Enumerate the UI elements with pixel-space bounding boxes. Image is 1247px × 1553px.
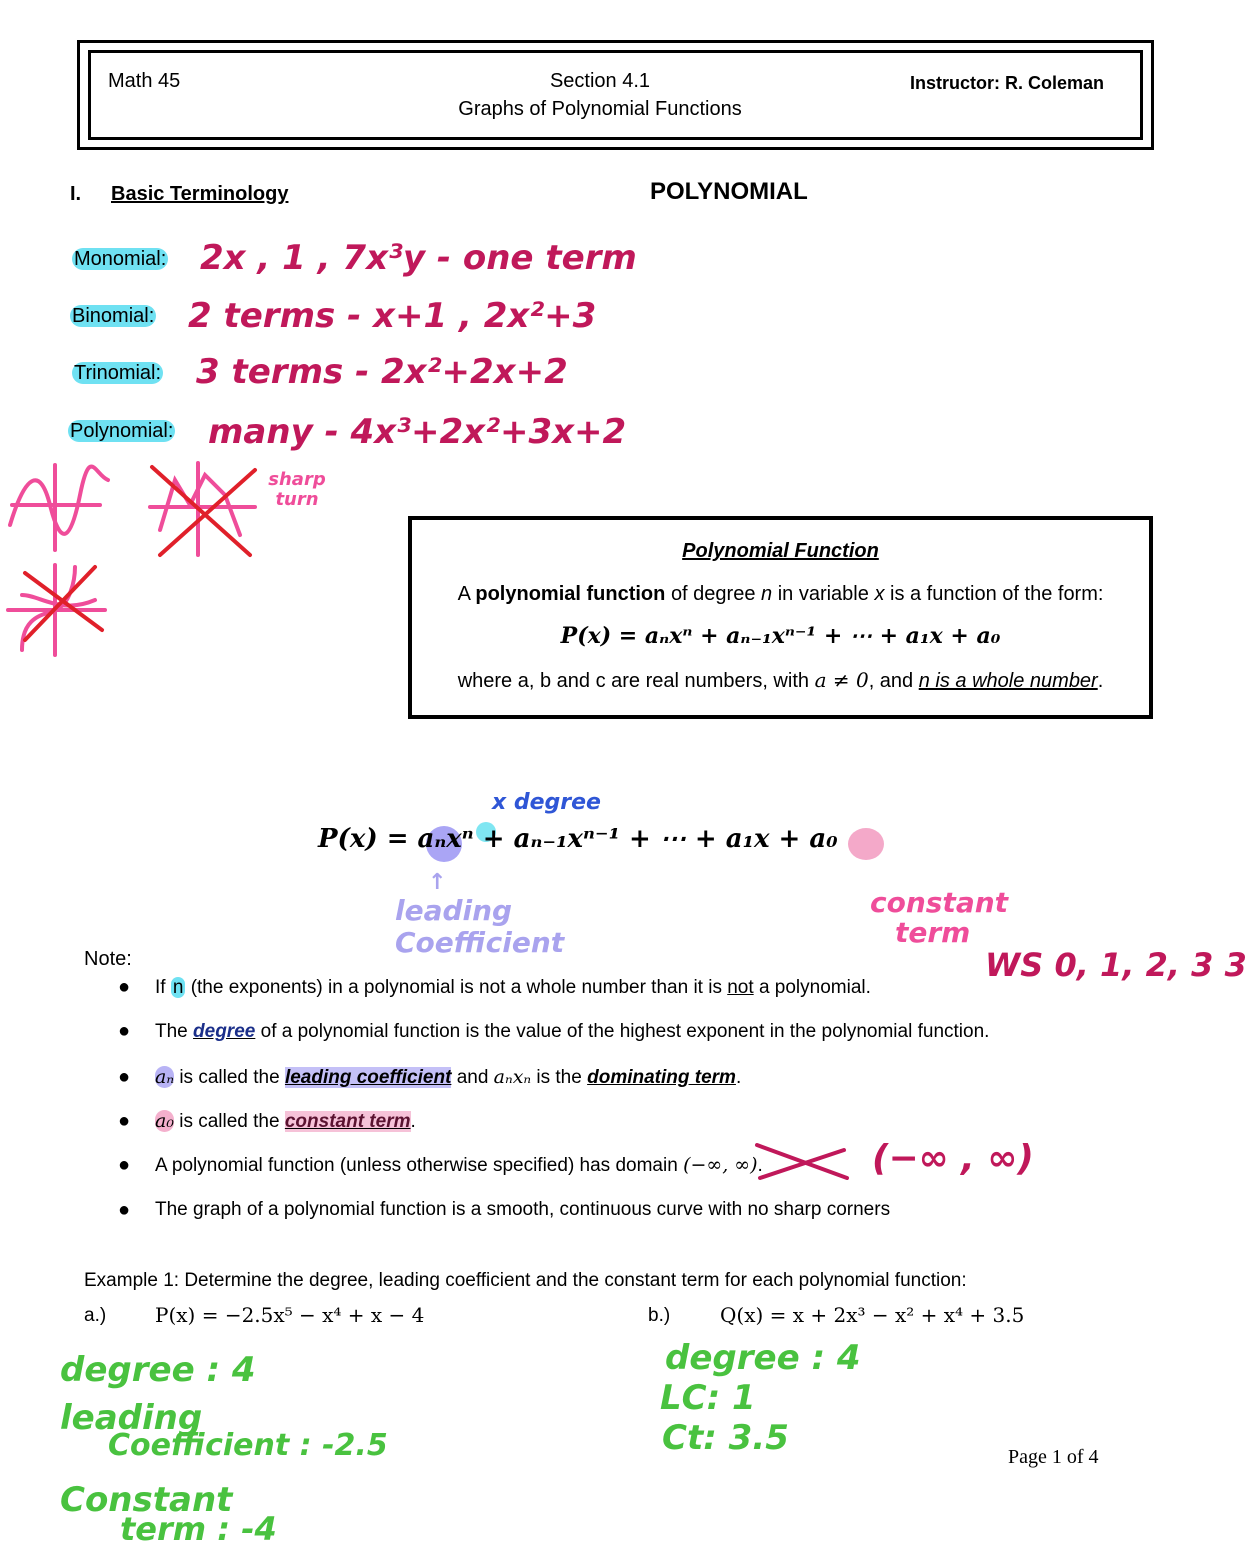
section-roman: I. [70, 183, 82, 205]
definition-line-3: where a, b and c are real numbers, with a ≠ 0, and n is a whole number. [457, 668, 1104, 692]
term-note-monomial: 2x , 1 , 7x³y - one term [200, 238, 637, 278]
polynomial-heading: POLYNOMIAL [650, 178, 808, 205]
term-note-trinomial: 3 terms - 2x²+2x+2 [196, 352, 568, 392]
section-title: Graphs of Polynomial Functions [458, 98, 742, 120]
instructor: Instructor: R. Coleman [910, 73, 1105, 93]
answer-b-degree: degree : 4 [665, 1338, 861, 1378]
note-6: The graph of a polynomial function is a smooth, continuous curve with no sharp corners [155, 1199, 891, 1220]
section-heading: Basic Terminology [111, 183, 289, 205]
note-3: aₙ is called the leading coefficient and aₙxₙ is the dominating term. [155, 1066, 742, 1088]
domain-crossout [752, 1140, 852, 1184]
term-note-polynomial: many - 4x³+2x²+3x+2 [208, 412, 627, 452]
bullet-5: ● [118, 1154, 131, 1176]
note-2: The degree of a polynomial function is the value of the highest exponent in the polynomial function. [155, 1021, 990, 1042]
answer-a-constant: Constant [60, 1480, 233, 1520]
note-5: A polynomial function (unless otherwise specified) has domain (−∞, ∞). [155, 1154, 763, 1176]
course-name: Math 45 [108, 70, 181, 92]
leading-arrow: ↑ [428, 870, 447, 895]
answer-a-leading: leading [60, 1398, 203, 1438]
section-number: Section 4.1 [549, 70, 651, 92]
example-b-label: b.) [648, 1305, 671, 1326]
bullet-1: ● [118, 976, 131, 998]
term-label-binomial: Binomial: [72, 305, 155, 327]
bullet-4: ● [118, 1110, 131, 1132]
bullet-6: ● [118, 1199, 131, 1221]
note-label: Note: [84, 948, 132, 970]
example-b-function: Q(x) = x + 2x³ − x² + x⁴ + 3.5 [720, 1303, 1025, 1327]
example-prompt: Example 1: Determine the degree, leading coefficient and the constant term for each polynomial function: [84, 1270, 967, 1291]
example-a-label: a.) [84, 1305, 107, 1326]
definition-formula: P(x) = aₙxⁿ + aₙ₋₁xⁿ⁻¹ + ⋯ + a₁x + a₀ [560, 623, 1001, 649]
answer-a-coefficient: Coefficient : -2.5 [108, 1428, 388, 1463]
sharp-turn-note: sharp turn [268, 469, 326, 510]
note-4: a₀ is called the constant term. [155, 1110, 416, 1132]
page-number: Page 1 of 4 [1008, 1446, 1099, 1468]
example-a-function: P(x) = −2.5x⁵ − x⁴ + x − 4 [155, 1303, 425, 1327]
term-label-polynomial: Polynomial: [70, 420, 174, 442]
note-1: If n (the exponents) in a polynomial is not a whole number than it is not a polynomial. [155, 977, 871, 998]
worksheet-note: WS 0, 1, 2, 3 3 [985, 946, 1247, 984]
leading-annotation-2: Coefficient [395, 926, 565, 959]
constant-annotation-1: constant [870, 886, 1009, 919]
term-label-trinomial: Trinomial: [74, 362, 162, 384]
answer-a-term: term : -4 [120, 1510, 277, 1548]
definition-title: Polynomial Function [682, 540, 879, 562]
bullet-2: ● [118, 1020, 131, 1042]
header-frame-inner [88, 50, 1143, 140]
constant-annotation-2: term [895, 916, 971, 949]
big-formula: P(x) = aₙxⁿ + aₙ₋₁xⁿ⁻¹ + ⋯ + a₁x + a₀ [318, 824, 838, 854]
answer-a-degree: degree : 4 [60, 1350, 256, 1390]
constant-highlight [848, 828, 884, 860]
domain-annotation: (−∞ , ∞) [872, 1138, 1034, 1179]
definition-line-1: A polynomial function of degree n in variable x is a function of the form: [457, 583, 1104, 605]
answer-b-lc: LC: 1 [660, 1378, 756, 1418]
leading-annotation-1: leading [395, 894, 513, 927]
term-label-monomial: Monomial: [74, 248, 167, 270]
degree-annotation: x degree [492, 790, 601, 815]
term-note-binomial: 2 terms - x+1 , 2x²+3 [188, 296, 597, 336]
answer-b-ct: Ct: 3.5 [662, 1418, 789, 1458]
bullet-3: ● [118, 1066, 131, 1088]
